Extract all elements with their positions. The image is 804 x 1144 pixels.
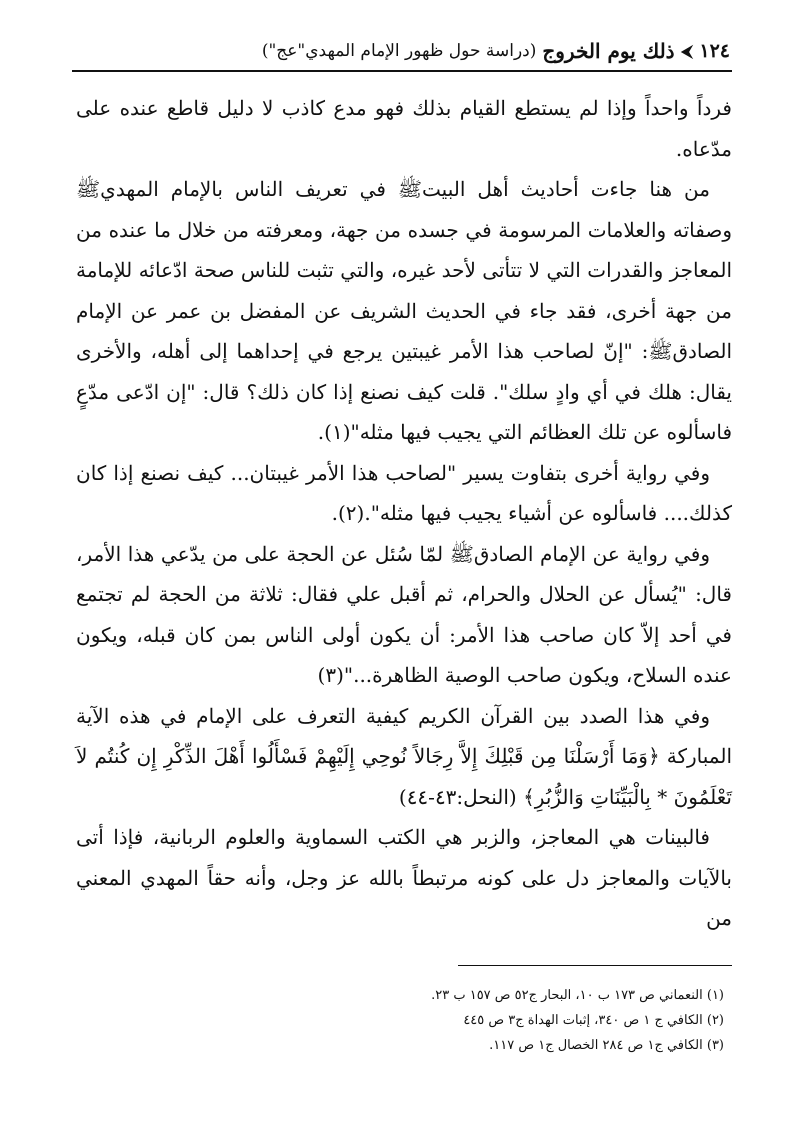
- footnote-item: (١) النعماني ص ١٧٣ ب ١٠، البحار ج٥٢ ص ١٥٧ ب ٢٣.: [431, 988, 724, 1003]
- footnote-divider: [458, 965, 732, 966]
- header-divider: [72, 70, 732, 72]
- main-text: [76, 88, 732, 939]
- paragraph: فرداً واحداً وإذا لم يستطع القيام بذلك فهو مدع كاذب لا دليل قاطع عنده على مدّعاه.: [76, 96, 732, 161]
- paragraph: فالبينات هي المعاجز، والزبر هي الكتب السماوية والعلوم الربانية، فإذا أتى بالآيات والمعاجز دل على كونه مرتبطاً بالله عز وجل، وأنه حقاً المهدي المعني من: [76, 825, 732, 930]
- paragraph: من هنا جاءت أحاديث أهل البيتﷺ في تعريف الناس بالإمام المهديﷺ وصفاته والعلامات المرسومة في جسده من جهة، ومعرفته من خلال ما عنده من المعاجز والقدرات التي لا تتأتى لأحد غيره، والتي تثبت للناس صحة ادّعائه للإمامة من جهة أخرى، فقد جاء في الحديث الشريف عن المفضل بن عمر عن الإمام الصادقﷺ: "إنّ لصاحب هذا الأمر غيبتين يرجع في إحداهما إلى أهله، والأخرى يقال: هلك في أي وادٍ سلك". قلت كيف نصنع إذا كان ذلك؟ قال: "إن ادّعى مدّعٍ فاسألوه عن تلك العظائم التي يجيب فيها مثله"(١).: [76, 177, 732, 444]
- footnote-item: (٢) الكافي ج ١ ص ٣٤٠، إثبات الهداة ج٣ ص ٤٤٥: [463, 1013, 724, 1028]
- paragraph: وفي هذا الصدد بين القرآن الكريم كيفية التعرف على الإمام في هذه الآية المباركة ﴿وَمَا أَرْسَلْنَا مِن قَبْلِكَ إِلاَّ رِجَالاً نُوحِي إِلَيْهِمْ فَسْأَلُوا أَهْلَ الذِّكْرِ إِن كُنتُم لاَ تَعْلَمُونَ * بِالْبَيِّنَاتِ وَالزُّبُرِ﴾ (النحل:٤٣-٤٤): [76, 703, 733, 809]
- book-subtitle: (دراسة حول ظهور الإمام المهدي"عج"): [261, 41, 537, 61]
- paragraph: وفي رواية عن الإمام الصادقﷺ لمّا سُئل عن الحجة على من يدّعي هذا الأمر، قال: "يُسأل عن الحلال والحرام، ثم أقبل علي فقال: ثلاثة من الحجة لم تجتمع في أحد إلاّ كان صاحب هذا الأمر: أن يكون أولى الناس بمن كان قبله، ويكون عنده السلاح، ويكون صاحب الوصية الظاهرة..."(٣): [76, 541, 732, 687]
- book-title: ذلك يوم الخروج: [542, 39, 675, 63]
- running-header: [72, 36, 730, 66]
- footnotes: [72, 983, 724, 1058]
- footnote-item: (٣) الكافي ج١ ص ٢٨٤ الخصال ج١ ص ١١٧.: [489, 1038, 724, 1053]
- paragraph: وفي رواية أخرى بتفاوت يسير "لصاحب هذا الأمر غيبتان... كيف نصنع إذا كان كذلك.... فاسألوه عن أشياء يجيب فيها مثله".(٢).: [76, 460, 732, 525]
- arrow-icon: ⮜: [680, 40, 694, 62]
- page-number: ١٢٤: [699, 40, 730, 62]
